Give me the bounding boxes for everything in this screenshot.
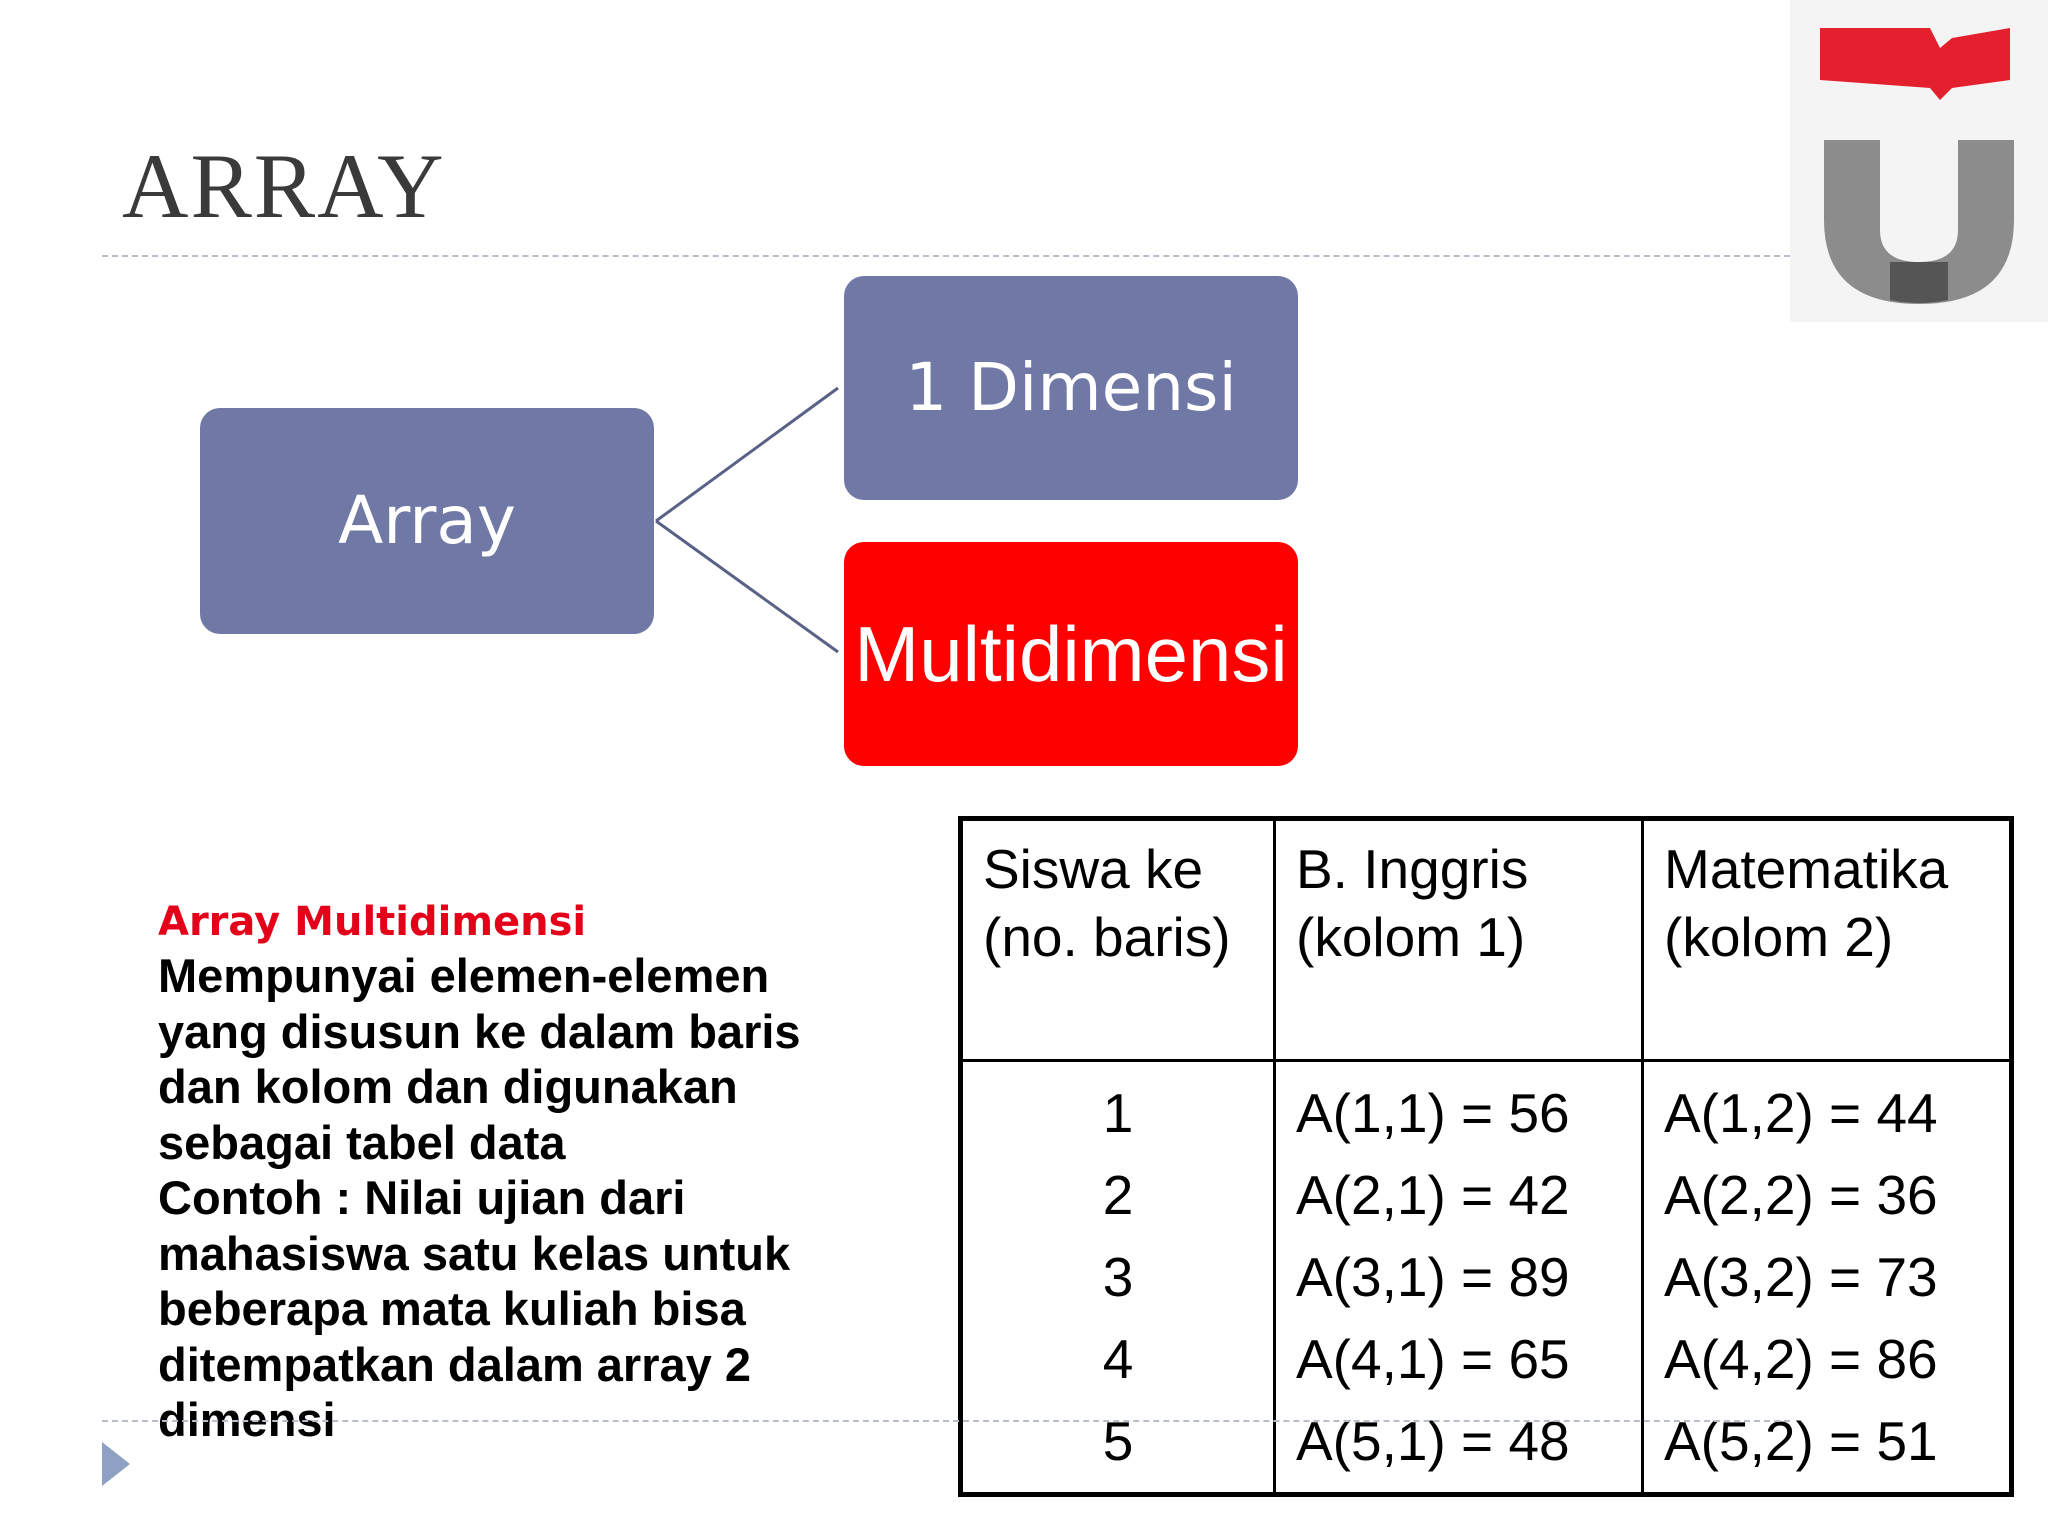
header-matematika xyxy=(1643,819,2012,1061)
header-line: (kolom 2) xyxy=(1664,906,1894,968)
table-cell: A(1,2) = 44 xyxy=(1664,1082,1938,1144)
table-cell: 4 xyxy=(1102,1328,1134,1390)
diagram-node-array xyxy=(200,408,654,634)
table-cell: 2 xyxy=(1102,1164,1134,1226)
title-divider xyxy=(102,255,1790,257)
column-matematika xyxy=(1643,1061,2012,1495)
play-arrow-icon xyxy=(102,1442,130,1486)
diagram-node-label: 1 Dimensi xyxy=(905,349,1237,426)
table-cell: 3 xyxy=(1102,1246,1134,1308)
table-cell: A(3,2) = 73 xyxy=(1664,1246,1938,1308)
table-cell: 5 xyxy=(1102,1410,1134,1472)
table-cell: A(1,1) = 56 xyxy=(1296,1082,1570,1144)
diagram-node-label: Array xyxy=(338,482,516,559)
table-cell: A(3,1) = 89 xyxy=(1296,1246,1570,1308)
diagram-node-multidimensi xyxy=(844,542,1298,766)
table-cell: A(2,1) = 42 xyxy=(1296,1164,1570,1226)
column-siswa xyxy=(961,1061,1275,1495)
description-heading: Array Multidimensi xyxy=(158,899,587,945)
header-line: Siswa ke xyxy=(983,838,1204,900)
table-header-row xyxy=(961,819,2012,1061)
description-line: beberapa mata kuliah bisa xyxy=(158,1282,746,1335)
description-line: Contoh : Nilai ujian dari xyxy=(158,1171,686,1224)
description-line: yang disusun ke dalam baris xyxy=(158,1004,801,1058)
table-row xyxy=(961,1061,2012,1495)
description-line: ditempatkan dalam array 2 xyxy=(158,1337,751,1391)
diagram-node-1-dimensi xyxy=(844,276,1298,500)
description-line: Mempunyai elemen-elemen xyxy=(158,949,770,1002)
header-inggris xyxy=(1275,819,1643,1061)
table-cell: A(5,1) = 48 xyxy=(1296,1410,1570,1472)
table-cell: A(4,2) = 86 xyxy=(1664,1328,1938,1390)
description-line: sebagai tabel data xyxy=(158,1115,566,1169)
header-line: (kolom 1) xyxy=(1296,906,1526,968)
description-block xyxy=(158,896,898,1448)
table-cell: A(5,2) = 51 xyxy=(1664,1410,1938,1472)
table-cell: A(4,1) = 65 xyxy=(1296,1328,1570,1390)
description-line: dan kolom dan digunakan xyxy=(158,1060,738,1113)
diagram-node-label: Multidimensi xyxy=(854,610,1288,698)
grades-table-wrapper xyxy=(958,816,2014,1497)
description-line: mahasiswa satu kelas untuk xyxy=(158,1226,791,1280)
footer-divider xyxy=(102,1420,1790,1422)
description-line: dimensi xyxy=(158,1393,336,1446)
university-logo xyxy=(1790,0,2048,322)
header-line: (no. baris) xyxy=(983,906,1231,968)
table-cell: 1 xyxy=(1102,1082,1134,1144)
table-cell: A(2,2) = 36 xyxy=(1664,1164,1938,1226)
column-inggris xyxy=(1275,1061,1643,1495)
slide-title: ARRAY xyxy=(122,135,446,237)
header-line: Matematika xyxy=(1664,838,1949,900)
header-siswa xyxy=(961,819,1275,1061)
grades-table xyxy=(958,816,2014,1497)
header-line: B. Inggris xyxy=(1296,838,1529,900)
description-body xyxy=(158,948,898,1448)
